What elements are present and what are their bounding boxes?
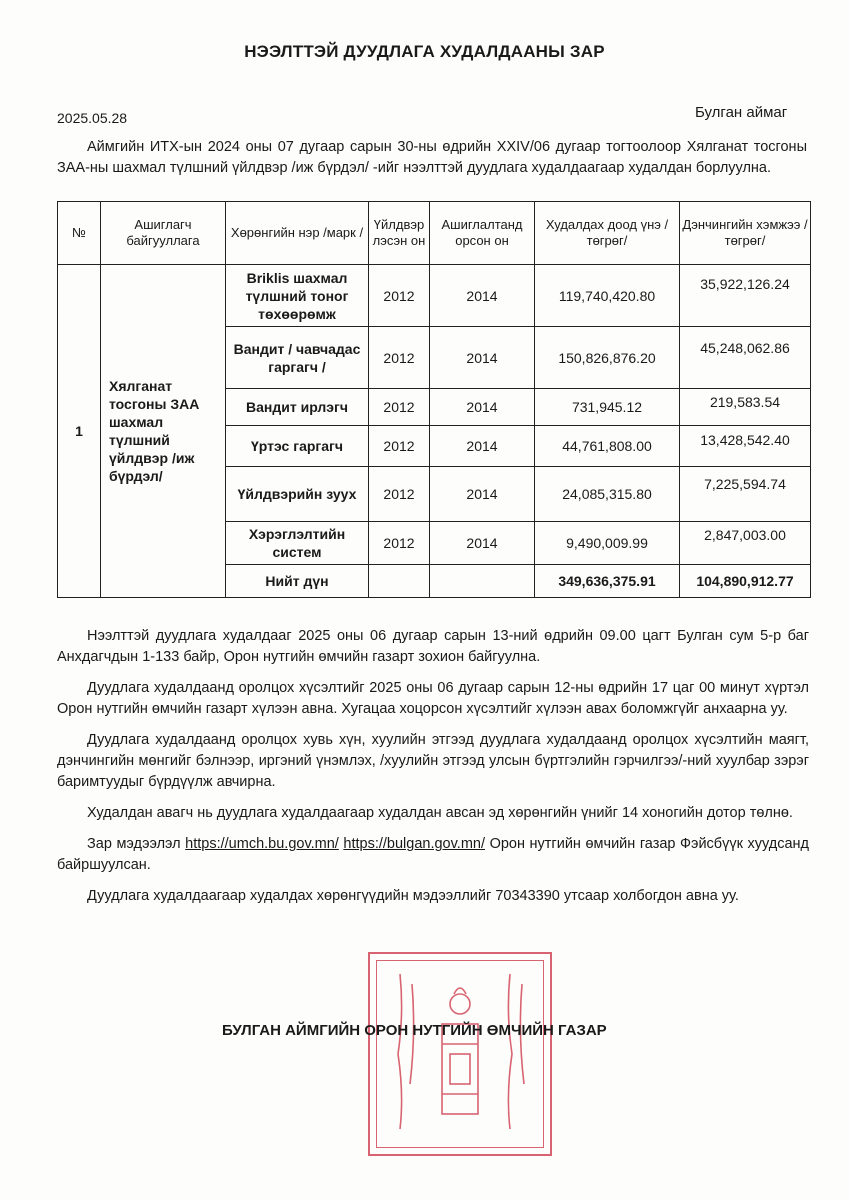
asset-made-year: 2012 bbox=[369, 522, 430, 565]
umch-link[interactable]: https://umch.bu.gov.mn/ bbox=[185, 836, 339, 852]
asset-price: 119,740,420.80 bbox=[535, 265, 680, 327]
asset-used-year: 2014 bbox=[430, 426, 535, 467]
total-price: 349,636,375.91 bbox=[535, 565, 680, 598]
total-label: Нийт дүн bbox=[226, 565, 369, 598]
header-org: Ашиглагч байгууллага bbox=[101, 202, 226, 265]
header-deposit: Дэнчингийн хэмжээ /төгрөг/ bbox=[680, 202, 811, 265]
header-name: Хөрөнгийн нэр /марк / bbox=[226, 202, 369, 265]
seal-emblem-icon bbox=[370, 954, 550, 1154]
publication-paragraph bbox=[57, 834, 809, 876]
bulgan-link[interactable]: https://bulgan.gov.mn/ bbox=[343, 836, 485, 852]
asset-used-year: 2014 bbox=[430, 389, 535, 426]
asset-price: 24,085,315.80 bbox=[535, 467, 680, 522]
total-deposit: 104,890,912.77 bbox=[680, 565, 811, 598]
asset-name: Үртэс гаргагч bbox=[226, 426, 369, 467]
issuer-signature: БУЛГАН АЙМГИЙН ОРОН НУТГИЙН ӨМЧИЙН ГАЗАР bbox=[222, 1022, 607, 1039]
asset-deposit: 35,922,126.24 bbox=[680, 265, 811, 327]
asset-name: Хэрэглэлтийн систем bbox=[226, 522, 369, 565]
asset-deposit: 2,847,003.00 bbox=[680, 522, 811, 565]
asset-deposit: 45,248,062.86 bbox=[680, 327, 811, 389]
publication-suffix: Орон нутгийн өмчийн газар Фэйсбүүк хуудсанд байршуулсан. bbox=[57, 836, 810, 873]
asset-deposit: 7,225,594.74 bbox=[680, 467, 811, 522]
header-num: № bbox=[58, 202, 101, 265]
user-organization: Хялганат тосгоны ЗАА шахмал түлшний үйлдвэр /иж бүрдэл/ bbox=[101, 265, 226, 598]
asset-used-year: 2014 bbox=[430, 265, 535, 327]
asset-made-year: 2012 bbox=[369, 467, 430, 522]
asset-made-year: 2012 bbox=[369, 389, 430, 426]
asset-name: Вандит ирлэгч bbox=[226, 389, 369, 426]
auction-date-paragraph: Нээлттэй дуудлага худалдааг 2025 оны 06 дугаар сарын 13-ний өдрийн 09.00 цагт Булган сум 5-р баг Анхдагчдын 1-133 байр, Орон нутгийн өмчийн газарт зохион байгуулна. bbox=[57, 628, 809, 665]
asset-made-year: 2012 bbox=[369, 426, 430, 467]
asset-used-year: 2014 bbox=[430, 467, 535, 522]
asset-name: Үйлдвэрийн зуух bbox=[226, 467, 369, 522]
header-used: Ашиглалтанд орсон он bbox=[430, 202, 535, 265]
asset-used-year: 2014 bbox=[430, 522, 535, 565]
header-price: Худалдах доод үнэ /төгрөг/ bbox=[535, 202, 680, 265]
row-number: 1 bbox=[58, 265, 101, 598]
table-row bbox=[58, 265, 811, 327]
header-made: Үйлдвэр лэсэн он bbox=[369, 202, 430, 265]
total-empty-used bbox=[430, 565, 535, 598]
asset-deposit: 13,428,542.40 bbox=[680, 426, 811, 467]
total-empty-made bbox=[369, 565, 430, 598]
document-title: НЭЭЛТТЭЙ ДУУДЛАГА ХУДАЛДААНЫ ЗАР bbox=[244, 42, 605, 61]
asset-made-year: 2012 bbox=[369, 327, 430, 389]
contact-paragraph: Дуудлага худалдаагаар худалдах хөрөнгүүдийн мэдээллийг 70343390 утсаар холбогдон авна уу. bbox=[87, 888, 739, 904]
table-header-row bbox=[58, 202, 811, 265]
asset-used-year: 2014 bbox=[430, 327, 535, 389]
asset-name: Briklis шахмал түлшний тоног төхөөрөмж bbox=[226, 265, 369, 327]
official-seal bbox=[368, 952, 552, 1156]
body-paragraphs bbox=[57, 626, 809, 917]
asset-table bbox=[57, 201, 811, 598]
asset-price: 9,490,009.99 bbox=[535, 522, 680, 565]
payment-terms-paragraph: Худалдан авагч нь дуудлага худалдаагаар худалдан авсан эд хөрөнгийн үнийг 14 хоногийн дотор төлнө. bbox=[87, 805, 793, 821]
asset-name: Вандит / чавчадас гаргагч / bbox=[226, 327, 369, 389]
asset-price: 731,945.12 bbox=[535, 389, 680, 426]
asset-price: 150,826,876.20 bbox=[535, 327, 680, 389]
asset-price: 44,761,808.00 bbox=[535, 426, 680, 467]
document-date: 2025.05.28 bbox=[57, 110, 128, 126]
asset-made-year: 2012 bbox=[369, 265, 430, 327]
asset-deposit: 219,583.54 bbox=[680, 389, 811, 426]
application-deadline-paragraph: Дуудлага худалдаанд оролцох хүсэлтийг 2025 оны 06 дугаар сарын 12-ны өдрийн 17 цаг 00 минут хүртэл Орон нутгийн өмчийн газарт хүлээн авна. Хугацаа хоцорсон хүсэлтийг хүлээн авах боломжгүйг анхаарна уу. bbox=[57, 680, 809, 717]
document-location: Булган аймаг bbox=[695, 104, 788, 121]
required-documents-paragraph: Дуудлага худалдаанд оролцох хувь хүн, хуулийн этгээд дуудлага худалдаанд оролцох хүсэлтийн маягт, дэнчингийн мөнгийг бэлнээр, иргэний үнэмлэх, /хуулийн этгээд улсын бүртгэлийн гэрчилгээ/-ний хуулбар зэрэг баримтуудыг бүрдүүлж авчирна. bbox=[57, 732, 809, 790]
intro-paragraph: Аймгийн ИТХ-ын 2024 оны 07 дугаар сарын 30-ны өдрийн XXIV/06 дугаар тогтоолоор Хялганат тосгоны ЗАА-ны шахмал түлшний үйлдвэр /иж бүрдэл/ -ийг нээлттэй дуудлага худалдаагаар худалдан борлуулна. bbox=[57, 139, 807, 176]
publication-prefix: Зар мэдээлэл bbox=[87, 836, 181, 852]
